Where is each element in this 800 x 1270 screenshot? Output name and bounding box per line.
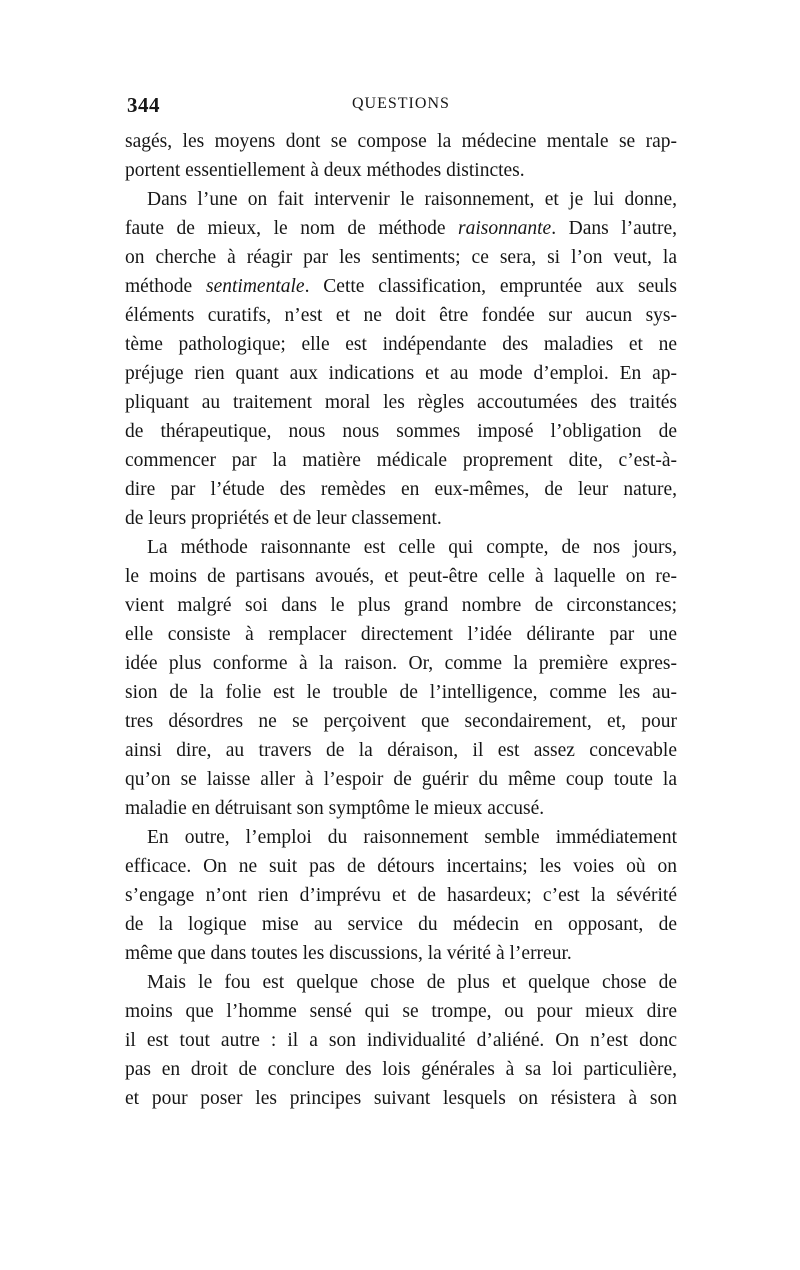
text-line xyxy=(125,330,677,359)
text-line xyxy=(125,359,677,388)
line-text: même que dans toutes les discussions, la vérité à l’erreur. xyxy=(125,943,572,964)
text-line xyxy=(125,185,677,214)
text-line xyxy=(125,591,677,620)
text-line xyxy=(125,910,677,939)
text-line xyxy=(125,1055,677,1084)
text-line xyxy=(125,1026,677,1055)
line-text: de leurs propriétés et de leur classement. xyxy=(125,508,442,529)
line-text: maladie en détruisant son symptôme le mieux accusé. xyxy=(125,798,545,819)
text-line xyxy=(125,156,677,185)
text-line xyxy=(125,301,677,330)
line-text: sion de la folie est le trouble de l’intelligence, comme les au- xyxy=(125,682,677,703)
text-line xyxy=(125,620,677,649)
text-line xyxy=(125,446,677,475)
line-text: et pour poser les principes suivant lesquels on résistera à son xyxy=(125,1088,677,1109)
text-line xyxy=(125,475,677,504)
line-text: de thérapeutique, nous nous sommes imposé l’obligation de xyxy=(125,421,677,442)
text-line xyxy=(125,504,677,533)
page-number: 344 xyxy=(127,93,160,117)
line-text: pas en droit de conclure des lois générales à sa loi particulière, xyxy=(125,1059,677,1080)
text-line xyxy=(125,765,677,794)
line-text: Mais le fou est quelque chose de plus et quelque chose de xyxy=(147,972,677,993)
text-line xyxy=(125,649,677,678)
text-line xyxy=(125,852,677,881)
text-line xyxy=(125,533,677,562)
line-text: il est tout autre : il a son individualité d’aliéné. On n’est donc xyxy=(125,1030,677,1051)
line-text: le moins de partisans avoués, et peut-être celle à laquelle on re- xyxy=(125,566,677,587)
line-text: portent essentiellement à deux méthodes distinctes. xyxy=(125,160,525,181)
text-line xyxy=(125,968,677,997)
text-line xyxy=(125,214,677,243)
text-line xyxy=(125,823,677,852)
line-text: sagés, les moyens dont se compose la médecine mentale se rap- xyxy=(125,131,677,152)
text-line xyxy=(125,881,677,910)
running-title: QUESTIONS xyxy=(352,95,450,112)
line-text: commencer par la matière médicale proprement dite, c’est-à- xyxy=(125,450,677,471)
line-text: vient malgré soi dans le plus grand nombre de circonstances; xyxy=(125,595,677,616)
text-line xyxy=(125,388,677,417)
line-text-continued: . Dans l’autre, xyxy=(551,218,677,239)
line-text: idée plus conforme à la raison. Or, comme la première expres- xyxy=(125,653,677,674)
text-line xyxy=(125,678,677,707)
line-text: En outre, l’emploi du raisonnement semble immédiatement xyxy=(147,827,677,848)
line-text: ainsi dire, au travers de la déraison, il est assez concevable xyxy=(125,740,677,761)
italic-term: raisonnante xyxy=(458,218,552,239)
text-line xyxy=(125,1084,677,1113)
text-line xyxy=(125,272,677,301)
text-line xyxy=(125,417,677,446)
line-text: efficace. On ne suit pas de détours incertains; les voies où on xyxy=(125,856,677,877)
text-line xyxy=(125,997,677,1026)
line-text: dire par l’étude des remèdes en eux-mêmes, de leur nature, xyxy=(125,479,677,500)
text-line xyxy=(125,736,677,765)
text-line xyxy=(125,794,677,823)
line-text: tème pathologique; elle est indépendante des maladies et ne xyxy=(125,334,677,355)
line-text: La méthode raisonnante est celle qui compte, de nos jours, xyxy=(147,537,677,558)
line-text: de la logique mise au service du médecin en opposant, de xyxy=(125,914,677,935)
line-text: pliquant au traitement moral les règles accoutumées des traités xyxy=(125,392,677,413)
line-text-continued: . Cette classification, empruntée aux seuls xyxy=(304,276,677,297)
text-line xyxy=(125,562,677,591)
text-line xyxy=(125,243,677,272)
italic-term: sentimentale xyxy=(206,276,305,297)
text-line xyxy=(125,707,677,736)
line-text: éléments curatifs, n’est et ne doit être fondée sur aucun sys- xyxy=(125,305,677,326)
body-text xyxy=(125,127,677,1113)
running-head xyxy=(127,93,672,117)
text-line xyxy=(125,939,677,968)
line-text: s’engage n’ont rien d’imprévu et de hasardeux; c’est la sévérité xyxy=(125,885,677,906)
line-text: elle consiste à remplacer directement l’idée délirante par une xyxy=(125,624,677,645)
line-text: qu’on se laisse aller à l’espoir de guérir du même coup toute la xyxy=(125,769,677,790)
line-text: faute de mieux, le nom de méthode xyxy=(125,218,459,239)
line-text: méthode xyxy=(125,276,206,297)
text-line xyxy=(125,127,677,156)
line-text: tres désordres ne se perçoivent que secondairement, et, pour xyxy=(125,711,677,732)
line-text: préjuge rien quant aux indications et au mode d’emploi. En ap- xyxy=(125,363,677,384)
line-text: on cherche à réagir par les sentiments; ce sera, si l’on veut, la xyxy=(125,247,677,268)
line-text: moins que l’homme sensé qui se trompe, ou pour mieux dire xyxy=(125,1001,677,1022)
line-text: Dans l’une on fait intervenir le raisonnement, et je lui donne, xyxy=(147,189,677,210)
